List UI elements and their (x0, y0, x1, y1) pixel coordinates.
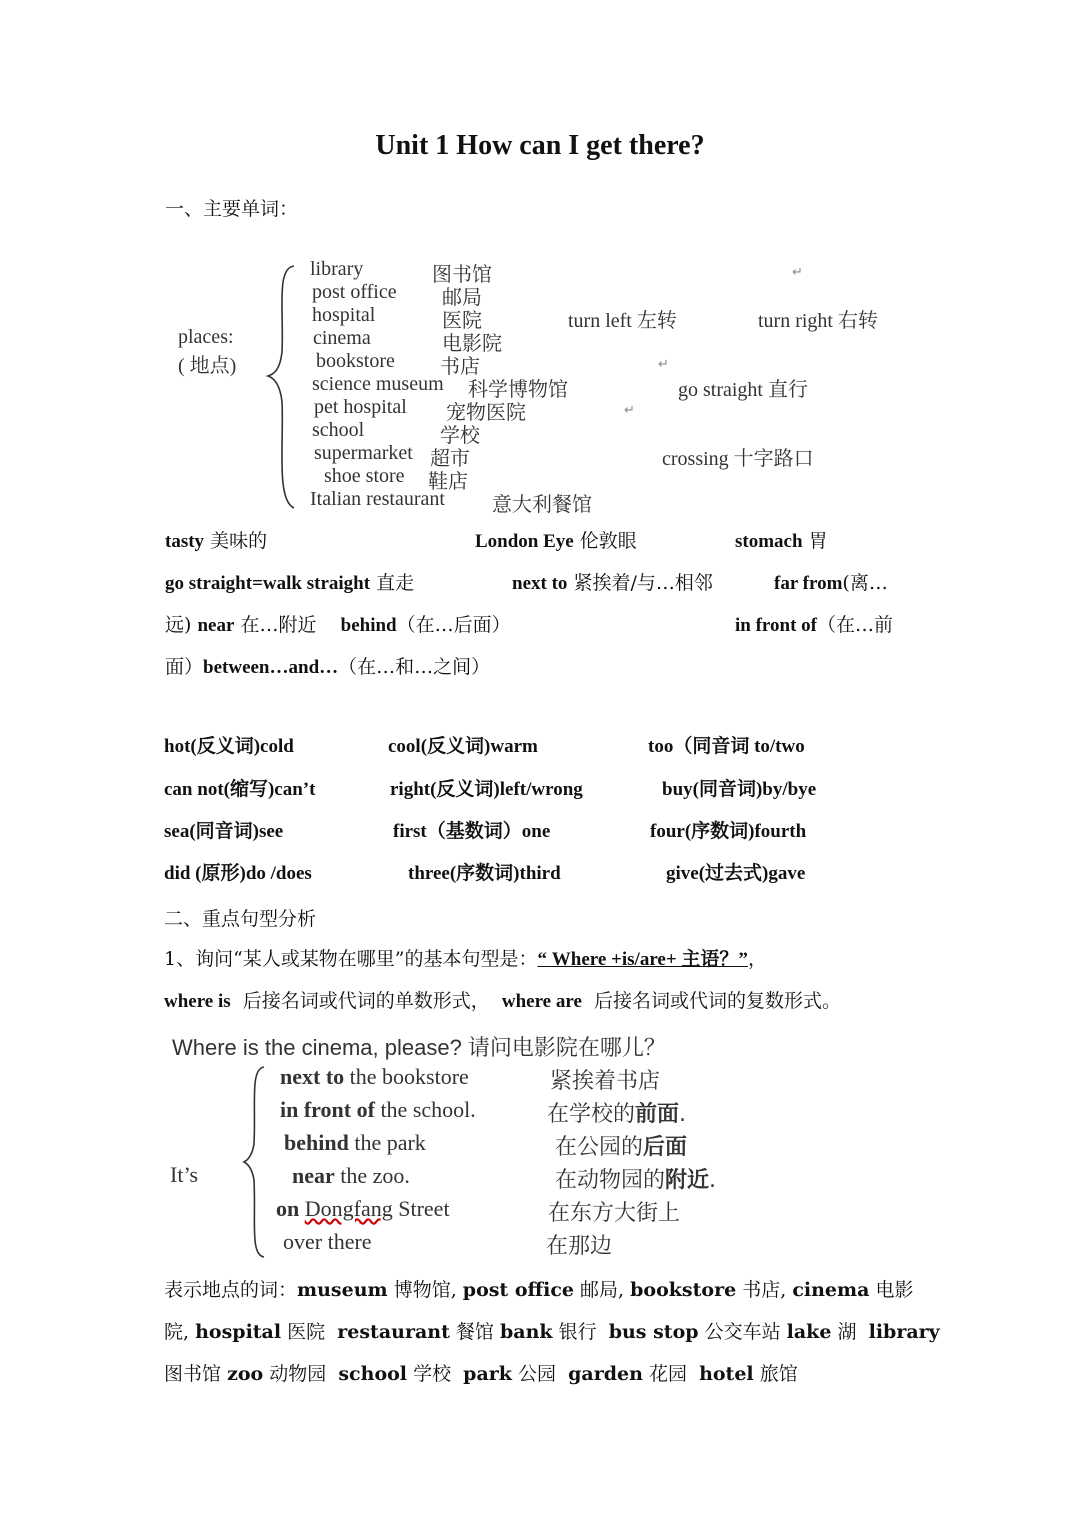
place-zh: 学校 (440, 425, 480, 447)
word-pair: three(序数词)third (408, 863, 561, 884)
place-zh: 科学博物馆 (468, 379, 568, 401)
section-heading-vocab: 一、主要单词： (165, 198, 299, 220)
example-row: near the zoo. (292, 1163, 410, 1188)
turn-left: turn left 左转 (568, 310, 677, 332)
places-label: places: (178, 326, 234, 348)
example-row: behind the park (284, 1130, 426, 1155)
vocab-far-from: far from(离… (774, 572, 888, 594)
place-en: post office (312, 281, 397, 303)
place-en: school (312, 419, 365, 441)
place-words-line3: 图书馆 zoo 动物园 school 学校 park 公园 garden 花园 hotel 旅馆 (164, 1363, 798, 1385)
vocab-tasty: tasty 美味的 (165, 530, 268, 552)
place-en: Italian restaurant (310, 488, 445, 510)
place-en: pet hospital (314, 396, 407, 418)
word-pair: too（同音词 to/two (648, 736, 805, 757)
return-mark: ↵ (624, 402, 635, 417)
page-title: Unit 1 How can I get there? (375, 130, 705, 161)
example-row-zh: 在动物园的附近. (555, 1168, 717, 1193)
places-brace (262, 262, 302, 512)
example-row-zh: 在学校的前面. (547, 1102, 687, 1127)
word-pair: give(过去式)gave (666, 863, 806, 884)
return-mark: ↵ (792, 264, 803, 279)
places-label-zh: ( 地点) (178, 355, 237, 377)
its-label: It’s (170, 1162, 199, 1187)
crossing: crossing 十字路口 (662, 448, 814, 470)
place-en: shoe store (324, 465, 405, 487)
word-pair: did (原形)do /does (164, 863, 312, 884)
vocab-near-behind: 远) near 在…附近 behind（在…后面） (165, 614, 511, 636)
turn-right: turn right 右转 (758, 310, 878, 332)
vocab-london-eye: London Eye 伦敦眼 (475, 530, 637, 552)
word-pair: sea(同音词)see (164, 821, 284, 842)
example-brace (240, 1064, 270, 1260)
place-en: hospital (312, 304, 376, 326)
place-en: supermarket (314, 442, 413, 464)
rule-where-is-are: where is 后接名词或代词的单数形式， where are 后接名词或代词的复数形式。 (164, 990, 842, 1012)
word-pair: cool(反义词)warm (388, 736, 538, 757)
example-row-zh: 在公园的后面 (555, 1135, 688, 1160)
place-zh: 电影院 (442, 333, 502, 355)
example-row-zh: 在那边 (546, 1234, 613, 1259)
example-row: on Dongfang Street (276, 1196, 450, 1221)
place-zh: 意大利餐馆 (492, 494, 592, 516)
place-zh: 图书馆 (432, 264, 492, 286)
place-zh: 邮局 (442, 287, 482, 309)
word-pair: four(序数词)fourth (650, 821, 807, 842)
vocab-stomach: stomach 胃 (735, 530, 828, 552)
word-pair: hot(反义词)cold (164, 736, 294, 757)
return-mark: ↵ (658, 356, 669, 371)
word-pair: buy(同音词)by/bye (662, 779, 817, 800)
place-zh: 医院 (442, 310, 482, 332)
example-row: over there (283, 1229, 372, 1254)
word-pair: right(反义词)left/wrong (390, 779, 583, 800)
example-row-zh: 在东方大街上 (548, 1201, 681, 1226)
place-zh: 超市 (430, 448, 470, 470)
vocab-next-to: next to 紧挨着/与…相邻 (512, 572, 713, 594)
section-heading-sentences: 二、重点句型分析 (164, 908, 317, 930)
example-question: Where is the cinema, please? 请问电影院在哪儿？ (172, 1035, 666, 1060)
place-words-line1: 表示地点的词：museum 博物馆, post office 邮局, bookstore 书店, cinema 电影 (164, 1279, 914, 1301)
go-straight: go straight 直行 (678, 379, 808, 401)
place-en: bookstore (316, 350, 395, 372)
word-pair: first（基数词）one (393, 821, 551, 842)
place-zh: 宠物医院 (446, 402, 526, 424)
place-words-line2: 院, hospital 医院 restaurant 餐馆 bank 银行 bus stop 公交车站 lake 湖 library (164, 1321, 940, 1343)
rule-where: 1、询问“某人或某物在哪里”的基本句型是：“ Where +is/are+ 主语？”， (164, 948, 767, 970)
example-row: in front of the school. (280, 1097, 476, 1122)
vocab-in-front-of: in front of（在…前 (735, 614, 893, 636)
example-row: next to the bookstore (280, 1064, 469, 1089)
example-row-zh: 紧挨着书店 (550, 1069, 661, 1094)
place-en: cinema (313, 327, 371, 349)
place-en: science museum (312, 373, 444, 395)
word-pair: can not(缩写)can’t (164, 779, 316, 800)
place-zh: 鞋店 (428, 471, 468, 493)
place-zh: 书店 (440, 356, 480, 378)
vocab-between: 面）between…and…（在…和…之间） (165, 656, 491, 678)
place-en: library (310, 258, 364, 280)
vocab-go-straight: go straight=walk straight 直走 (165, 572, 415, 594)
